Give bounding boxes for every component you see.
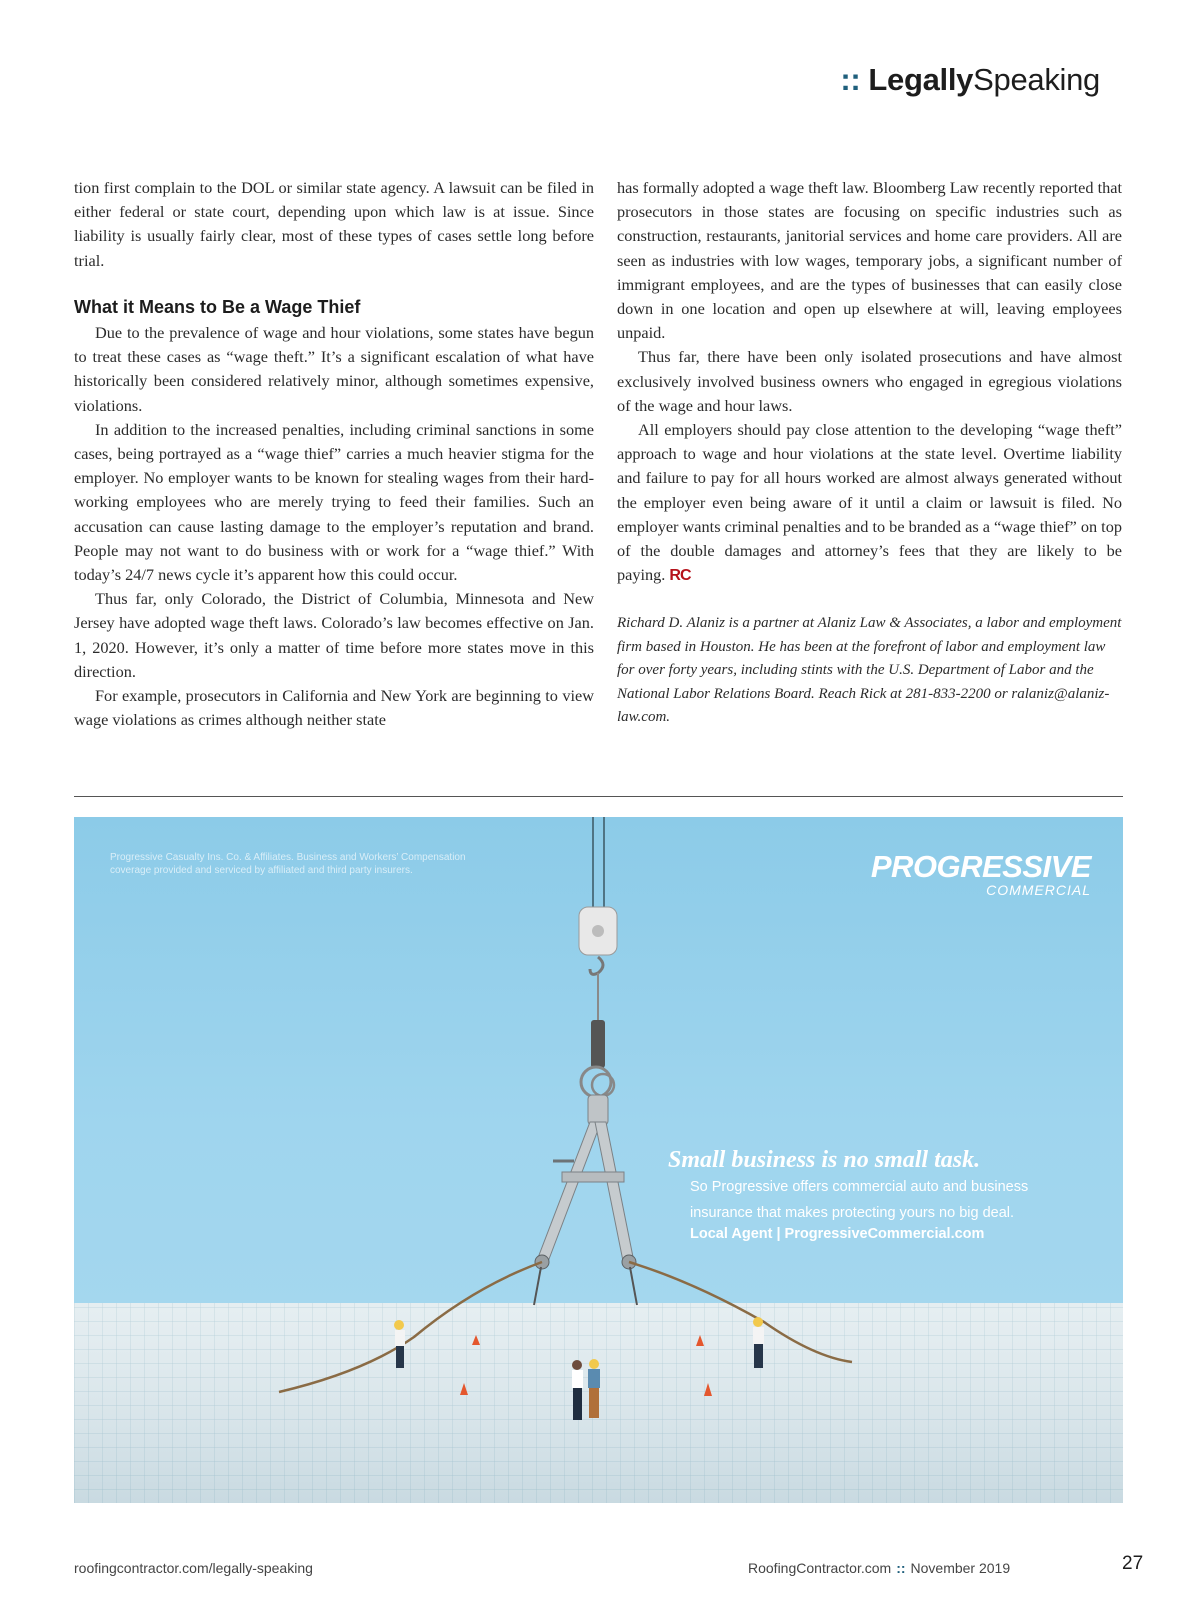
paragraph bbox=[617, 418, 1122, 588]
article-column-left bbox=[74, 176, 594, 732]
paragraph: tion first complain to the DOL or similar state agency. A lawsuit can be filed in either federal or state court, depending upon which law is at issue. Since liability is usually fairly clear, most of these types of cases settle long before trial. bbox=[74, 178, 594, 270]
logo-sub: COMMERCIAL bbox=[986, 882, 1091, 898]
rc-end-mark: RC bbox=[669, 567, 691, 585]
article-column-right bbox=[617, 176, 1122, 730]
footer-issue: November 2019 bbox=[910, 1560, 1011, 1576]
ad-body: So Progressive offers commercial auto and business insurance that makes protecting yours no big deal. bbox=[690, 1179, 1029, 1221]
logo-brand: PROGRESSIVE bbox=[870, 849, 1091, 884]
paragraph: For example, prosecutors in California and New York are beginning to view wage violations as crimes although neither state bbox=[74, 686, 594, 730]
ad-copy bbox=[668, 1147, 1088, 1242]
footer-separator: :: bbox=[896, 1560, 906, 1576]
section-title-light: Speaking bbox=[973, 62, 1100, 97]
pulley-icon bbox=[579, 907, 617, 974]
progressive-logo bbox=[871, 849, 1091, 898]
section-title-bold: Legally bbox=[868, 62, 974, 97]
paragraph-text: All employers should pay close attention to the developing “wage theft” approach to wage and hour violations at the state level. Overtime liability and failure to pay for all hours worked are almost always generated without the employer even being aware of it until a claim or lawsuit is filed. No employer wants criminal penalties and to be branded as a “wage thief” on top of the double damages and attorney’s fees that they are likely to be paying. bbox=[617, 420, 1122, 585]
paragraph: In addition to the increased penalties, including criminal sanctions in some cases, being portrayed as a “wage thief” carries a much heavier stigma for the employer. No employer wants to be known for stealing wages from their hard-working employees who are merely trying to feed their families. Such an accusation can cause lasting damage to the employer’s reputation and brand. People may not want to do business with or work for a “wage thief.” With today’s 24/7 news cycle it’s apparent how this could occur. bbox=[74, 419, 594, 585]
divider bbox=[74, 796, 1123, 797]
compass-icon bbox=[534, 1095, 637, 1305]
paragraph: has formally adopted a wage theft law. Bloomberg Law recently reported that prosecutors in those states are focusing on specific industries such as construction, restaurants, janitorial services and home care providers. All are seen as industries with low wages, temporary jobs, a significant number of immigrant employees, and are the types of businesses that can easily close down in one location and open up elsewhere at will, leaving employees unpaid. bbox=[617, 178, 1122, 343]
footer-publication bbox=[748, 1560, 1010, 1576]
subheading: What it Means to Be a Wage Thief bbox=[74, 296, 361, 317]
section-dots: :: bbox=[840, 62, 861, 97]
ad-disclaimer: Progressive Casualty Ins. Co. & Affiliates. Business and Workers’ Compensation coverage provided and serviced by affiliated and third party insurers. bbox=[110, 852, 466, 876]
section-header bbox=[840, 62, 1100, 98]
paragraph: Thus far, only Colorado, the District of Columbia, Minnesota and New Jersey have adopted wage theft laws. Colorado’s law becomes effective on Jan. 1, 2020. However, it’s only a matter of time before more states move in this direction. bbox=[74, 589, 594, 681]
ad-cta-link[interactable]: Local Agent | ProgressiveCommercial.com bbox=[690, 1226, 985, 1242]
paragraph: Thus far, there have been only isolated prosecutions and have almost exclusively involved business owners who engaged in egregious violations of the wage and hour laws. bbox=[617, 347, 1122, 415]
author-bio: Richard D. Alaniz is a partner at Alaniz Law & Associates, a labor and employment firm based in Houston. He has been at the forefront of labor and employment law for over forty years, including stints with the U.S. Department of Labor and the National Labor Relations Board. Reach Rick at 281-833-2200 or ralaniz@alaniz-law.com. bbox=[617, 615, 1122, 726]
paragraph: Due to the prevalence of wage and hour violations, some states have begun to treat these cases as “wage theft.” It’s a significant escalation of what have historically been considered relatively minor, although sometimes expensive, violations. bbox=[74, 323, 594, 415]
footer-url[interactable]: roofingcontractor.com/legally-speaking bbox=[74, 1560, 313, 1576]
progressive-ad bbox=[74, 817, 1123, 1503]
footer-site[interactable]: RoofingContractor.com bbox=[748, 1560, 892, 1576]
ad-headline: Small business is no small task. bbox=[668, 1147, 981, 1173]
page-number: 27 bbox=[1122, 1553, 1144, 1574]
